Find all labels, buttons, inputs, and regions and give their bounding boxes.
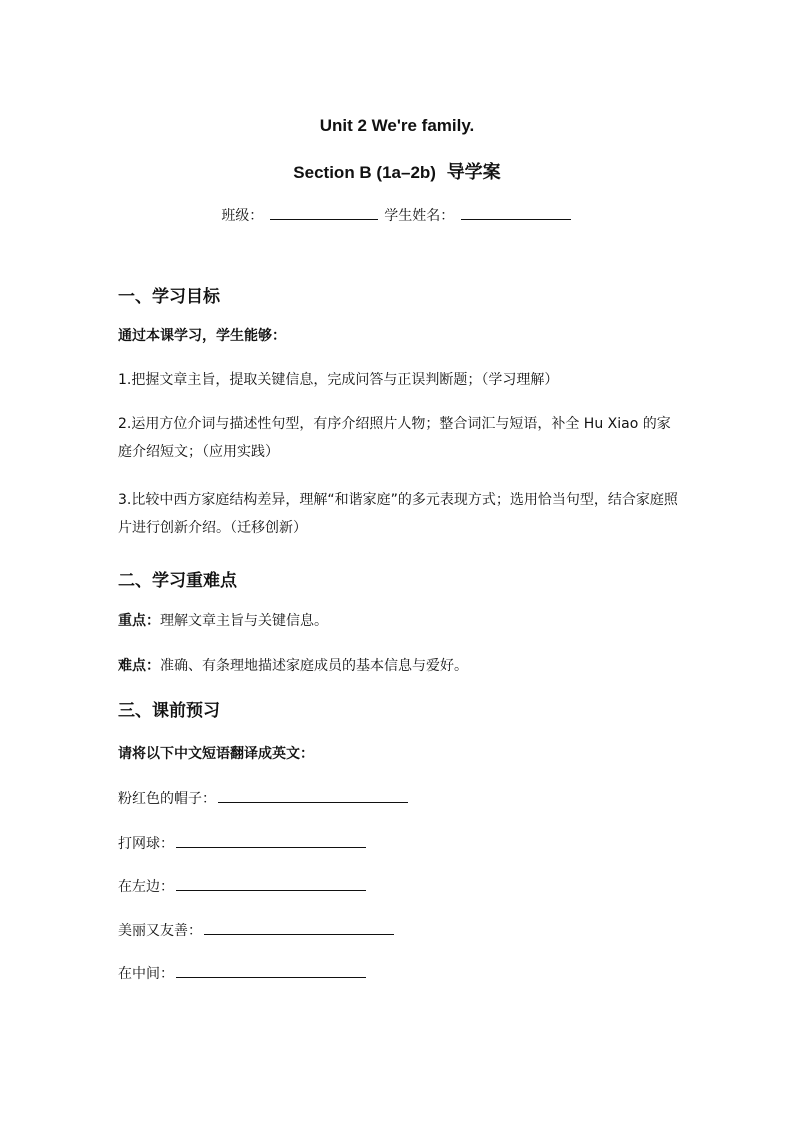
phrase-label: 粉红色的帽子： xyxy=(118,791,216,807)
section-heading-key-points: 二、学习重难点 xyxy=(118,571,237,591)
difficult-point xyxy=(118,655,468,675)
phrase-row xyxy=(118,920,396,940)
subtitle-section: Section B (1a–2b) xyxy=(293,163,436,182)
key-point xyxy=(118,610,328,630)
answer-blank[interactable] xyxy=(176,876,366,891)
answer-blank[interactable] xyxy=(204,920,394,935)
key-point-text: 理解文章主旨与关键信息。 xyxy=(160,613,328,629)
page-subtitle xyxy=(0,158,794,184)
phrase-label: 美丽又友善： xyxy=(118,923,202,939)
section-heading-objectives: 一、学习目标 xyxy=(118,287,220,307)
difficult-point-label: 难点： xyxy=(118,658,160,674)
objective-item-2: 2.运用方位介词与描述性句型，有序介绍照片人物；整合词汇与短语，补全 Hu Xiao 的家庭介绍短文；（应用实践） xyxy=(118,416,671,460)
difficult-point-text: 准确、有条理地描述家庭成员的基本信息与爱好。 xyxy=(160,658,468,674)
phrase-row xyxy=(118,788,410,808)
preview-instruction: 请将以下中文短语翻译成英文： xyxy=(118,746,314,762)
phrase-row xyxy=(118,833,368,853)
answer-blank[interactable] xyxy=(218,788,408,803)
phrase-label: 在中间： xyxy=(118,966,174,982)
objective-item-1: 1.把握文章主旨，提取关键信息，完成问答与正误判断题；（学习理解） xyxy=(118,372,559,388)
key-point-label: 重点： xyxy=(118,613,160,629)
phrase-label: 在左边： xyxy=(118,879,174,895)
answer-blank[interactable] xyxy=(176,833,366,848)
subtitle-guide: 导学案 xyxy=(446,162,501,182)
class-label: 班级： xyxy=(221,208,264,224)
phrase-row xyxy=(118,876,368,896)
phrase-row xyxy=(118,963,368,983)
section-heading-preview: 三、课前预习 xyxy=(118,701,220,721)
objective-item-3: 3.比较中西方家庭结构差异，理解“和谐家庭”的多元表现方式；选用恰当句型，结合家庭照片进行创新介绍。（迁移创新） xyxy=(118,492,678,536)
class-blank[interactable] xyxy=(270,205,378,220)
objectives-intro: 通过本课学习，学生能够： xyxy=(118,328,286,344)
student-info-line xyxy=(0,205,794,225)
student-name-blank[interactable] xyxy=(461,205,571,220)
student-name-label: 学生姓名： xyxy=(384,208,455,224)
phrase-label: 打网球： xyxy=(118,836,174,852)
answer-blank[interactable] xyxy=(176,963,366,978)
page-title: Unit 2 We're family. xyxy=(319,116,475,135)
